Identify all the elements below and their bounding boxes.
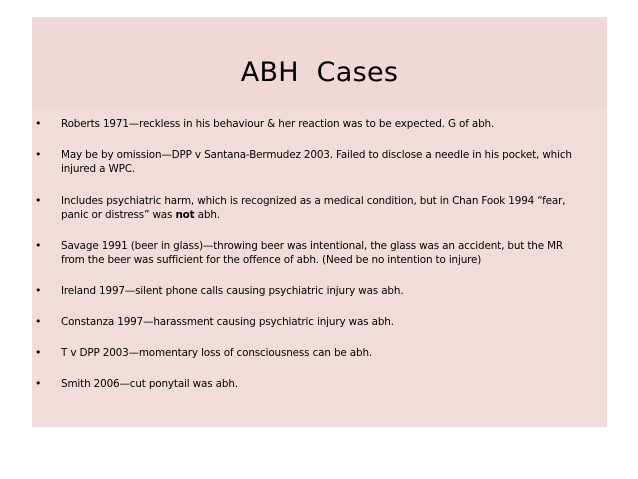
slide-title: ABH Cases	[240, 57, 399, 88]
bullet-text: Roberts 1971—reckless in his behaviour & her reaction was to be expected. G of abh.	[61, 118, 495, 130]
bullet-text: T v DPP 2003—momentary loss of consciousness can be abh.	[61, 347, 373, 359]
slide-content-box	[32, 17, 607, 427]
bullet-text: Smith 2006—cut ponytail was abh.	[61, 378, 238, 390]
bullet-icon: •	[35, 284, 42, 297]
bullet-icon: •	[35, 148, 42, 161]
bullet-icon: •	[35, 239, 42, 252]
bullet-text	[61, 194, 586, 222]
bullet-text-part: Includes psychiatric harm, which is recognized as a medical condition, but in Chan Fook 1994 “fear, panic or distress” was	[61, 195, 566, 221]
bullet-text-part: abh.	[194, 209, 220, 221]
bullet-text: May be by omission—DPP v Santana-Bermudez 2003. Failed to disclose a needle in his pocket, which injured a WPC.	[61, 149, 572, 175]
bullet-text: Ireland 1997—silent phone calls causing psychiatric injury was abh.	[61, 285, 404, 297]
bullet-icon: •	[35, 315, 42, 328]
bullet-icon: •	[35, 377, 42, 390]
bullet-icon: •	[35, 346, 42, 359]
bullet-icon: •	[35, 194, 42, 207]
bullet-text: Constanza 1997—harassment causing psychiatric injury was abh.	[61, 316, 394, 328]
bullet-icon: •	[35, 117, 42, 130]
title-band	[32, 17, 607, 109]
bullet-text: Savage 1991 (beer in glass)—throwing beer was intentional, the glass was an accident, but the MR from the beer was sufficient for the offence of abh. (Need be no intention to injure)	[61, 240, 563, 266]
bullet-text-emphasis: not	[175, 209, 195, 221]
